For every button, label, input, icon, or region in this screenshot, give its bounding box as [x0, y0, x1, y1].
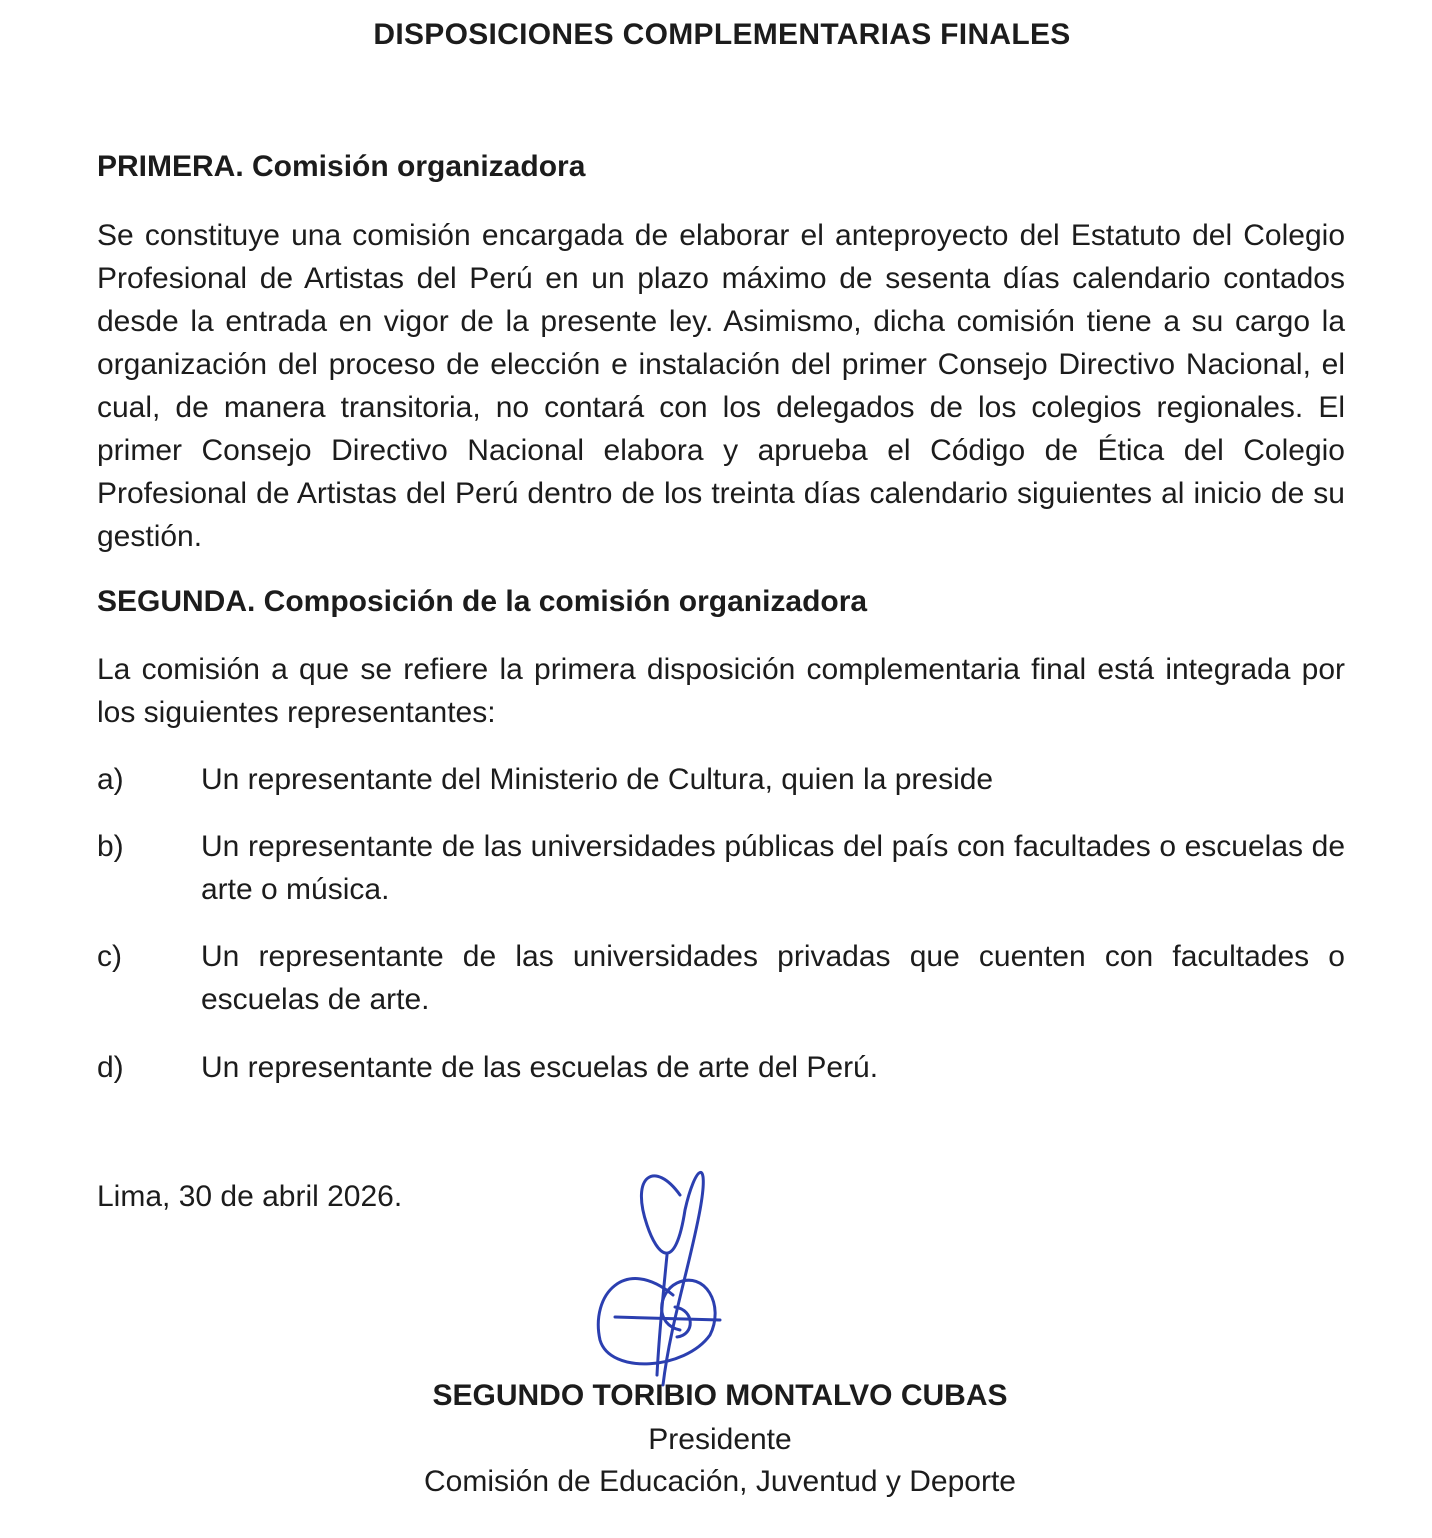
list-item-a — [97, 758, 1345, 801]
section-body-segunda: La comisión a que se refiere la primera disposición complementaria final está integrada por los siguientes representantes: — [97, 653, 1345, 729]
section-heading-segunda: SEGUNDA. Composición de la comisión organizadora — [97, 585, 868, 618]
signatory-name: SEGUNDO TORIBIO MONTALVO CUBAS — [432, 1379, 1008, 1412]
handwritten-signature — [585, 1155, 735, 1400]
list-item-d — [97, 1046, 1345, 1089]
list-item-c — [97, 935, 1345, 1021]
list-item-text: Un representante de las escuelas de arte del Perú. — [201, 1051, 879, 1084]
document-title: DISPOSICIONES COMPLEMENTARIAS FINALES — [373, 18, 1071, 51]
place-date: Lima, 30 de abril 2026. — [97, 1180, 403, 1213]
list-item-letter: c) — [97, 940, 122, 973]
list-item-text: Un representante del Ministerio de Cultura, quien la preside — [201, 763, 994, 796]
signatory-organization: Comisión de Educación, Juventud y Deporte — [423, 1465, 1016, 1498]
section-body-primera: Se constituye una comisión encargada de elaborar el anteproyecto del Estatuto del Colegio Profesional de Artistas del Perú en un plazo máximo de sesenta días calendario contados desde la entrada en vigor de la presente ley. Asimismo, dicha comisión tiene a su cargo la organización del proceso de elección e instalación del primer Consejo Directivo Nacional, el cual, de manera transitoria, no contará con los delegados de los colegios regionales. El primer Consejo Directivo Nacional elabora y aprueba el Código de Ética del Colegio Profesional de Artistas del Perú dentro de los treinta días calendario siguientes al inicio de su gestión. — [97, 219, 1345, 553]
section-heading-primera: PRIMERA. Comisión organizadora — [97, 150, 586, 183]
list-item-b — [97, 825, 1345, 911]
list-item-letter: d) — [97, 1051, 124, 1084]
signatory-role: Presidente — [648, 1423, 792, 1456]
signature-strokes — [598, 1172, 720, 1385]
list-item-text: Un representante de las universidades públicas del país con facultades o escuelas de arte o música. — [201, 830, 1345, 906]
list-item-letter: a) — [97, 763, 124, 796]
list-item-letter: b) — [97, 830, 124, 863]
list-item-text: Un representante de las universidades privadas que cuenten con facultades o escuelas de arte. — [201, 940, 1345, 1016]
